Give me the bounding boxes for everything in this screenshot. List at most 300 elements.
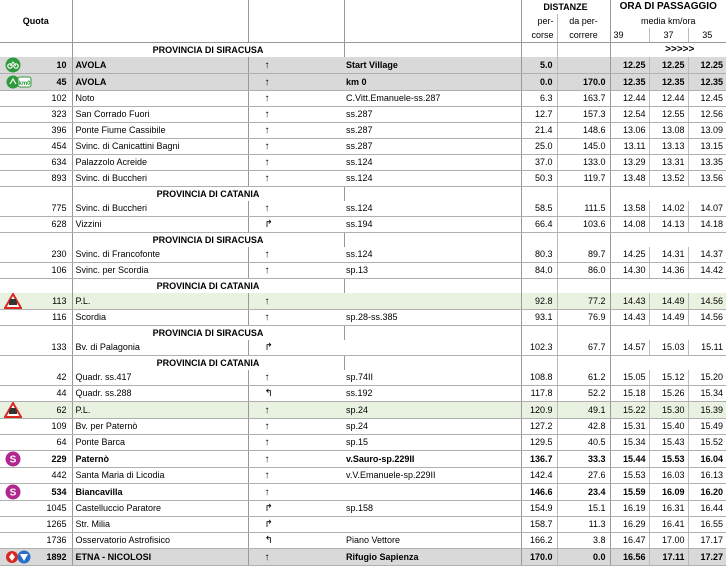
start-icon <box>4 57 22 73</box>
location-name: Noto <box>72 91 248 107</box>
altitude: 45 <box>25 74 72 91</box>
sprint-icon <box>4 484 22 500</box>
altitude: 1045 <box>25 501 72 517</box>
time-35: 13.15 <box>688 139 726 155</box>
distance-covered: 166.2 <box>521 533 557 549</box>
distance-remaining: 119.7 <box>557 171 610 187</box>
direction-arrows <box>610 187 726 202</box>
table-row <box>0 217 726 233</box>
location-name: Svinc. di Buccheri <box>72 171 248 187</box>
distance-covered: 37.0 <box>521 155 557 171</box>
speed-37: 37 <box>649 28 688 43</box>
time-39: 15.22 <box>610 402 649 419</box>
street-name: ss.287 <box>344 107 521 123</box>
direction-arrow: ↑ <box>248 201 344 217</box>
distanze-header: DISTANZE <box>521 0 610 14</box>
direction-arrow: ↑ <box>248 451 344 468</box>
location-name: Svinc. di Francofonte <box>72 247 248 263</box>
direction-arrow: ↑ <box>248 123 344 139</box>
time-37: 13.13 <box>649 139 688 155</box>
level-crossing-icon <box>4 293 22 309</box>
distance-remaining: 111.5 <box>557 201 610 217</box>
location-name: P.L. <box>72 293 248 310</box>
time-35: 16.04 <box>688 451 726 468</box>
direction-arrow: ↑ <box>248 263 344 279</box>
location-name: Santa Maria di Licodia <box>72 468 248 484</box>
location-name: Str. Milia <box>72 517 248 533</box>
time-35: 15.11 <box>688 340 726 356</box>
time-39: 12.35 <box>610 74 649 91</box>
time-39: 16.56 <box>610 549 649 566</box>
location-name: Palazzolo Acreide <box>72 155 248 171</box>
time-37: 17.11 <box>649 549 688 566</box>
altitude: 454 <box>25 139 72 155</box>
marker-cell <box>0 91 25 107</box>
time-35: 16.13 <box>688 468 726 484</box>
location-name: Svinc. di Buccheri <box>72 201 248 217</box>
street-name <box>344 517 521 533</box>
location-name: Paternò <box>72 451 248 468</box>
time-37: 15.26 <box>649 386 688 402</box>
distance-remaining: 76.9 <box>557 310 610 326</box>
time-35: 15.52 <box>688 435 726 451</box>
province-row <box>0 356 726 371</box>
table-row <box>0 201 726 217</box>
street-name: sp.158 <box>344 501 521 517</box>
time-35: 15.39 <box>688 402 726 419</box>
time-37: 14.13 <box>649 217 688 233</box>
distance-remaining: 52.2 <box>557 386 610 402</box>
time-35: 13.35 <box>688 155 726 171</box>
time-35: 17.27 <box>688 549 726 566</box>
marker-cell <box>0 484 25 501</box>
marker-cell <box>0 419 25 435</box>
street-name: ss.124 <box>344 247 521 263</box>
time-37: 15.03 <box>649 340 688 356</box>
altitude: 230 <box>25 247 72 263</box>
time-37: 14.49 <box>649 293 688 310</box>
altitude: 113 <box>25 293 72 310</box>
time-39: 14.57 <box>610 340 649 356</box>
table-row <box>0 340 726 356</box>
time-39: 16.19 <box>610 501 649 517</box>
table-row <box>0 533 726 549</box>
svg-text:km0: km0 <box>17 81 31 87</box>
street-name: sp.13 <box>344 263 521 279</box>
distance-covered: 84.0 <box>521 263 557 279</box>
direction-arrow: ↱ <box>248 340 344 356</box>
time-37: 15.53 <box>649 451 688 468</box>
distance-covered: 50.3 <box>521 171 557 187</box>
per-corse-label-1: per- <box>521 14 557 28</box>
quota-header: Quota <box>0 0 72 43</box>
distance-covered: 154.9 <box>521 501 557 517</box>
distance-covered: 0.0 <box>521 74 557 91</box>
time-35: 16.55 <box>688 517 726 533</box>
distance-remaining: 15.1 <box>557 501 610 517</box>
street-name: Piano Vettore <box>344 533 521 549</box>
street-name <box>344 484 521 501</box>
time-37: 12.55 <box>649 107 688 123</box>
per-corse-label-2: corse <box>521 28 557 43</box>
direction-arrow: ↑ <box>248 57 344 74</box>
marker-cell <box>0 468 25 484</box>
direction-arrow: ↑ <box>248 139 344 155</box>
location-name: Bv. per Paternò <box>72 419 248 435</box>
table-row <box>0 517 726 533</box>
time-35: 14.56 <box>688 293 726 310</box>
province-row <box>0 187 726 202</box>
km0-icon <box>6 74 32 90</box>
direction-arrows: >>>>> <box>665 44 695 55</box>
altitude: 775 <box>25 201 72 217</box>
altitude: 102 <box>25 91 72 107</box>
time-39: 16.29 <box>610 517 649 533</box>
street-name: ss.124 <box>344 155 521 171</box>
street-name: sp.28-ss.385 <box>344 310 521 326</box>
direction-arrow: ↰ <box>248 386 344 402</box>
distance-covered: 92.8 <box>521 293 557 310</box>
time-37: 16.41 <box>649 517 688 533</box>
time-37: 15.40 <box>649 419 688 435</box>
time-37: 14.02 <box>649 201 688 217</box>
time-39: 14.43 <box>610 293 649 310</box>
location-name: Ponte Barca <box>72 435 248 451</box>
distance-covered: 66.4 <box>521 217 557 233</box>
direction-arrow: ↑ <box>248 419 344 435</box>
media-label: media km/ora <box>640 16 696 26</box>
time-37: 16.09 <box>649 484 688 501</box>
marker-cell <box>0 501 25 517</box>
direction-arrow: ↑ <box>248 91 344 107</box>
time-37: 14.36 <box>649 263 688 279</box>
distance-remaining: 133.0 <box>557 155 610 171</box>
time-35: 12.56 <box>688 107 726 123</box>
time-37: 15.43 <box>649 435 688 451</box>
finish-icon <box>6 549 32 565</box>
distance-covered: 136.7 <box>521 451 557 468</box>
street-name: v.V.Emanuele-sp.229II <box>344 468 521 484</box>
distance-covered: 5.0 <box>521 57 557 74</box>
time-39: 12.25 <box>610 57 649 74</box>
table-row <box>0 155 726 171</box>
location-name: Vizzini <box>72 217 248 233</box>
distance-covered: 108.8 <box>521 370 557 386</box>
da-per-label-1: da per- <box>557 14 610 28</box>
distance-covered: 158.7 <box>521 517 557 533</box>
direction-arrow: ↑ <box>248 484 344 501</box>
table-row <box>0 310 726 326</box>
altitude: 116 <box>25 310 72 326</box>
direction-arrow: ↱ <box>248 217 344 233</box>
table-row <box>0 247 726 263</box>
direction-arrow: ↑ <box>248 310 344 326</box>
table-row <box>0 435 726 451</box>
street-name: ss.124 <box>344 201 521 217</box>
time-39: 13.48 <box>610 171 649 187</box>
province-name: PROVINCIA DI SIRACUSA <box>72 233 344 248</box>
location-name: ETNA - NICOLOSI <box>72 549 248 566</box>
altitude: 634 <box>25 155 72 171</box>
altitude: 323 <box>25 107 72 123</box>
distance-covered: 6.3 <box>521 91 557 107</box>
altitude: 396 <box>25 123 72 139</box>
time-35: 16.20 <box>688 484 726 501</box>
distance-covered: 117.8 <box>521 386 557 402</box>
distance-remaining: 23.4 <box>557 484 610 501</box>
distance-remaining: 86.0 <box>557 263 610 279</box>
province-name: PROVINCIA DI SIRACUSA <box>72 326 344 341</box>
time-37: 12.35 <box>649 74 688 91</box>
distance-remaining: 40.5 <box>557 435 610 451</box>
street-name: ss.287 <box>344 123 521 139</box>
location-name: Osservatorio Astrofisico <box>72 533 248 549</box>
table-row <box>0 57 726 74</box>
distance-covered: 58.5 <box>521 201 557 217</box>
distance-covered: 21.4 <box>521 123 557 139</box>
direction-arrow: ↑ <box>248 155 344 171</box>
street-name: ss.192 <box>344 386 521 402</box>
da-per-label-2: correre <box>557 28 610 43</box>
time-35: 14.56 <box>688 310 726 326</box>
marker-cell <box>0 293 25 310</box>
altitude: 133 <box>25 340 72 356</box>
marker-cell <box>0 310 25 326</box>
distance-remaining: 33.3 <box>557 451 610 468</box>
altitude: 1265 <box>25 517 72 533</box>
time-35: 17.17 <box>688 533 726 549</box>
table-row <box>0 171 726 187</box>
distance-remaining: 77.2 <box>557 293 610 310</box>
altitude: 893 <box>25 171 72 187</box>
location-name: Svinc. di Canicattini Bagni <box>72 139 248 155</box>
level-crossing-icon <box>4 402 22 418</box>
distance-remaining: 89.7 <box>557 247 610 263</box>
street-name: ss.194 <box>344 217 521 233</box>
time-37: 12.25 <box>649 57 688 74</box>
time-39: 15.44 <box>610 451 649 468</box>
location-name: Svinc. per Scordia <box>72 263 248 279</box>
distance-covered: 170.0 <box>521 549 557 566</box>
altitude: 10 <box>25 57 72 74</box>
distance-covered: 142.4 <box>521 468 557 484</box>
svg-text:S: S <box>9 454 16 466</box>
location-name: Biancavilla <box>72 484 248 501</box>
time-39: 13.29 <box>610 155 649 171</box>
street-name: km 0 <box>344 74 521 91</box>
direction-arrow: ↱ <box>248 517 344 533</box>
time-39: 12.54 <box>610 107 649 123</box>
altitude: 109 <box>25 419 72 435</box>
street-name <box>344 293 521 310</box>
svg-text:S: S <box>9 487 16 499</box>
location-name: P.L. <box>72 402 248 419</box>
province-name: PROVINCIA DI SIRACUSA <box>72 43 344 58</box>
street-name: C.Vitt.Emanuele-ss.287 <box>344 91 521 107</box>
altitude: 628 <box>25 217 72 233</box>
direction-arrows <box>610 233 726 248</box>
direction-arrow: ↑ <box>248 435 344 451</box>
direction-arrow: ↑ <box>248 247 344 263</box>
table-row <box>0 501 726 517</box>
time-37: 15.30 <box>649 402 688 419</box>
distance-covered: 12.7 <box>521 107 557 123</box>
time-39: 13.06 <box>610 123 649 139</box>
direction-arrow: ↑ <box>248 402 344 419</box>
street-name <box>344 340 521 356</box>
location-name: AVOLA <box>72 74 248 91</box>
time-35: 16.44 <box>688 501 726 517</box>
street-name: sp.24 <box>344 419 521 435</box>
time-37: 13.31 <box>649 155 688 171</box>
distance-remaining: 49.1 <box>557 402 610 419</box>
direction-arrow: ↑ <box>248 468 344 484</box>
time-37: 14.31 <box>649 247 688 263</box>
altitude: 62 <box>25 402 72 419</box>
distance-covered: 120.9 <box>521 402 557 419</box>
street-name: sp.24 <box>344 402 521 419</box>
altitude: 442 <box>25 468 72 484</box>
time-39: 14.43 <box>610 310 649 326</box>
distance-remaining: 170.0 <box>557 74 610 91</box>
time-39: 15.34 <box>610 435 649 451</box>
table-row <box>0 91 726 107</box>
time-37: 16.31 <box>649 501 688 517</box>
time-35: 15.20 <box>688 370 726 386</box>
direction-arrow: ↱ <box>248 501 344 517</box>
time-39: 14.25 <box>610 247 649 263</box>
marker-cell <box>0 201 25 217</box>
ora-passaggio-header: ORA DI PASSAGGIO <box>619 1 717 12</box>
time-37: 13.52 <box>649 171 688 187</box>
marker-cell <box>0 247 25 263</box>
table-row <box>0 370 726 386</box>
marker-cell <box>0 386 25 402</box>
marker-cell <box>0 217 25 233</box>
direction-arrow: ↰ <box>248 533 344 549</box>
distance-remaining: 157.3 <box>557 107 610 123</box>
time-39: 15.59 <box>610 484 649 501</box>
distance-covered: 80.3 <box>521 247 557 263</box>
distance-remaining: 67.7 <box>557 340 610 356</box>
time-39: 14.08 <box>610 217 649 233</box>
distance-covered: 93.1 <box>521 310 557 326</box>
direction-arrow: ↑ <box>248 74 344 91</box>
time-37: 13.08 <box>649 123 688 139</box>
altitude: 1892 <box>25 549 72 566</box>
marker-cell <box>0 57 25 74</box>
time-35: 13.56 <box>688 171 726 187</box>
table-row <box>0 402 726 419</box>
marker-cell <box>0 533 25 549</box>
street-name: ss.124 <box>344 171 521 187</box>
time-35: 14.07 <box>688 201 726 217</box>
street-name: sp.74II <box>344 370 521 386</box>
street-name: Rifugio Sapienza <box>344 549 521 566</box>
altitude: 42 <box>25 370 72 386</box>
time-39: 13.11 <box>610 139 649 155</box>
province-name: PROVINCIA DI CATANIA <box>72 279 344 294</box>
province-name: PROVINCIA DI CATANIA <box>72 356 344 371</box>
marker-cell <box>0 139 25 155</box>
table-row <box>0 468 726 484</box>
direction-arrows <box>610 326 726 341</box>
altitude: 106 <box>25 263 72 279</box>
location-name: San Corrado Fuori <box>72 107 248 123</box>
time-37: 15.12 <box>649 370 688 386</box>
time-35: 14.18 <box>688 217 726 233</box>
time-39: 16.47 <box>610 533 649 549</box>
location-name: Quadr. ss.417 <box>72 370 248 386</box>
time-37: 12.44 <box>649 91 688 107</box>
time-35: 12.45 <box>688 91 726 107</box>
distance-remaining: 42.8 <box>557 419 610 435</box>
direction-arrow: ↑ <box>248 370 344 386</box>
time-37: 16.03 <box>649 468 688 484</box>
distance-remaining: 145.0 <box>557 139 610 155</box>
street-name: ss.287 <box>344 139 521 155</box>
table-row <box>0 484 726 501</box>
province-row <box>0 326 726 341</box>
altitude: 44 <box>25 386 72 402</box>
marker-cell <box>0 370 25 386</box>
direction-arrow: ↑ <box>248 293 344 310</box>
location-name: Quadr. ss.288 <box>72 386 248 402</box>
distance-remaining: 61.2 <box>557 370 610 386</box>
distance-covered: 127.2 <box>521 419 557 435</box>
time-37: 14.49 <box>649 310 688 326</box>
marker-cell <box>0 549 25 566</box>
marker-cell <box>0 340 25 356</box>
time-35: 15.49 <box>688 419 726 435</box>
marker-cell <box>0 107 25 123</box>
location-name: Scordia <box>72 310 248 326</box>
altitude: 1736 <box>25 533 72 549</box>
direction-arrow: ↑ <box>248 171 344 187</box>
time-39: 14.30 <box>610 263 649 279</box>
distance-remaining: 103.6 <box>557 217 610 233</box>
location-name: Castelluccio Paratore <box>72 501 248 517</box>
marker-cell <box>0 517 25 533</box>
time-35: 12.25 <box>688 57 726 74</box>
time-35: 13.09 <box>688 123 726 139</box>
street-name: sp.15 <box>344 435 521 451</box>
marker-cell <box>0 402 25 419</box>
marker-cell <box>0 74 31 91</box>
table-row <box>0 293 726 310</box>
distance-remaining <box>557 57 610 74</box>
time-39: 15.31 <box>610 419 649 435</box>
distance-remaining: 163.7 <box>557 91 610 107</box>
province-row <box>0 233 726 248</box>
table-row <box>0 107 726 123</box>
distance-covered: 129.5 <box>521 435 557 451</box>
marker-cell <box>0 123 25 139</box>
direction-arrows <box>610 279 726 294</box>
distance-remaining: 148.6 <box>557 123 610 139</box>
distance-covered: 25.0 <box>521 139 557 155</box>
street-name: Start Village <box>344 57 521 74</box>
street-name: v.Sauro-sp.229II <box>344 451 521 468</box>
table-row <box>0 123 726 139</box>
direction-arrows <box>610 356 726 371</box>
time-39: 15.05 <box>610 370 649 386</box>
marker-cell <box>0 155 25 171</box>
distance-remaining: 3.8 <box>557 533 610 549</box>
time-39: 15.18 <box>610 386 649 402</box>
sprint-icon <box>4 451 22 467</box>
altitude: 534 <box>25 484 72 501</box>
